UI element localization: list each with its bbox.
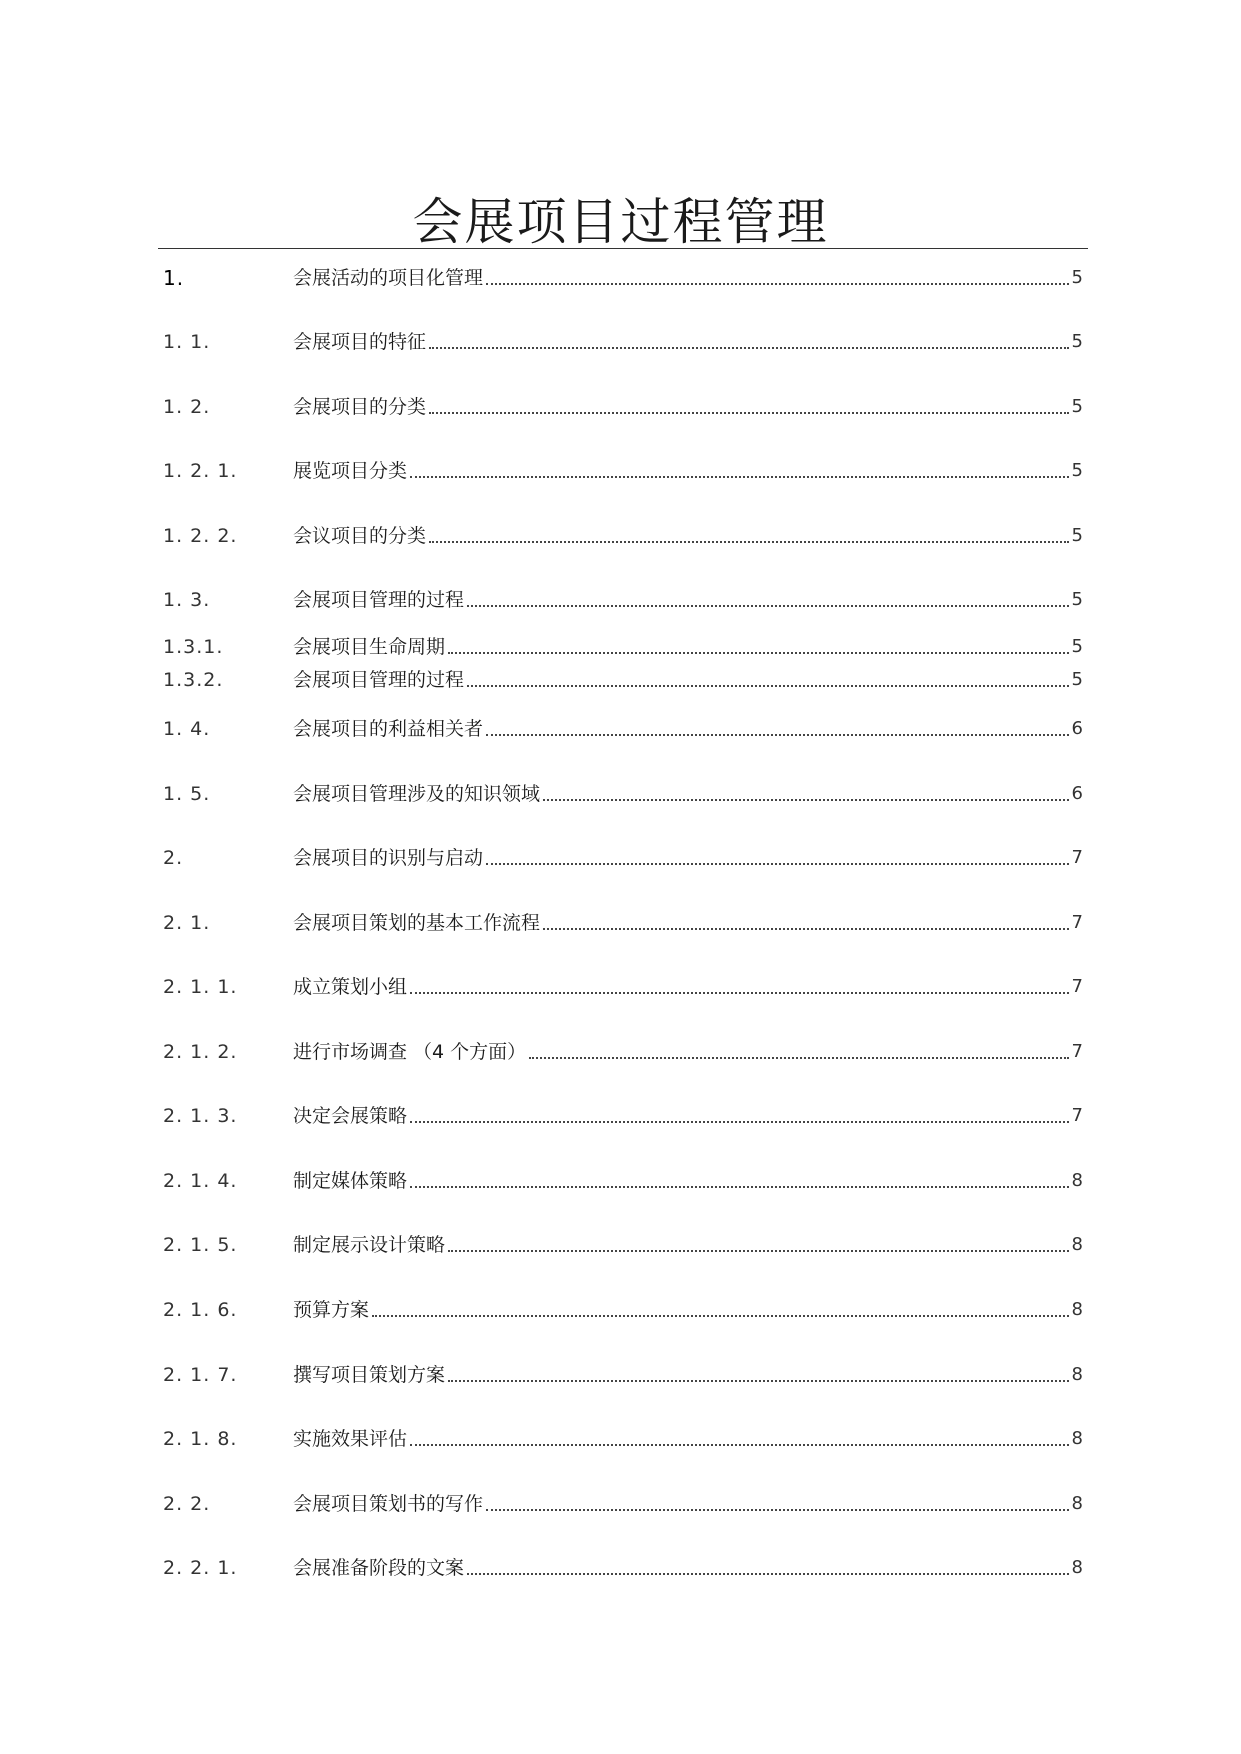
toc-number: 1. 5. bbox=[163, 783, 211, 805]
toc-title: 会展准备阶段的文案 bbox=[293, 1557, 465, 1579]
toc-entry[interactable] bbox=[163, 392, 1083, 420]
toc-entry[interactable] bbox=[163, 1424, 1083, 1452]
toc-title: 会展项目管理涉及的知识领域 bbox=[293, 783, 541, 805]
toc-dot-leader bbox=[486, 283, 1069, 285]
toc-entry[interactable] bbox=[163, 779, 1083, 807]
toc-number: 1.3.2. bbox=[163, 669, 224, 691]
toc-dot-leader bbox=[410, 992, 1069, 994]
toc-entry[interactable] bbox=[163, 1101, 1083, 1129]
toc-number: 1. 4. bbox=[163, 718, 211, 740]
toc-dot-leader bbox=[372, 1315, 1069, 1317]
toc-title: 会展项目策划的基本工作流程 bbox=[293, 912, 541, 934]
toc-page-number: 5 bbox=[1071, 636, 1083, 657]
toc-title: 撰写项目策划方案 bbox=[293, 1364, 446, 1386]
toc-entry[interactable] bbox=[163, 1166, 1083, 1194]
toc-number: 2. 2. 1. bbox=[163, 1557, 238, 1579]
toc-page-number: 8 bbox=[1071, 1428, 1083, 1449]
toc-page-number: 8 bbox=[1071, 1493, 1083, 1514]
toc-entry[interactable] bbox=[163, 1489, 1083, 1517]
toc-title: 决定会展策略 bbox=[293, 1105, 408, 1127]
toc-entry[interactable] bbox=[163, 263, 1083, 291]
toc-entry[interactable] bbox=[163, 456, 1083, 484]
toc-dot-leader bbox=[486, 734, 1069, 736]
toc-number: 1. bbox=[163, 266, 185, 290]
toc-title: 进行市场调查 （4 个方面） bbox=[293, 1041, 527, 1063]
toc-number: 2. 2. bbox=[163, 1493, 211, 1515]
toc-dot-leader bbox=[486, 863, 1069, 865]
toc-entry[interactable] bbox=[163, 908, 1083, 936]
toc-page-number: 7 bbox=[1071, 912, 1083, 933]
toc-dot-leader bbox=[429, 412, 1069, 414]
toc-entry[interactable] bbox=[163, 1360, 1083, 1388]
toc-dot-leader bbox=[543, 928, 1069, 930]
toc-number: 1. 2. bbox=[163, 396, 211, 418]
toc-title: 实施效果评估 bbox=[293, 1428, 408, 1450]
toc-number: 2. 1. 4. bbox=[163, 1170, 238, 1192]
toc-entry[interactable] bbox=[163, 714, 1083, 742]
toc-dot-leader bbox=[448, 652, 1069, 654]
toc-number: 2. 1. 2. bbox=[163, 1041, 238, 1063]
toc-title: 会展项目生命周期 bbox=[293, 636, 446, 658]
toc-title: 成立策划小组 bbox=[293, 976, 408, 998]
toc-entry[interactable] bbox=[163, 585, 1083, 613]
toc-entry[interactable] bbox=[163, 1553, 1083, 1581]
toc-dot-leader bbox=[410, 1444, 1069, 1446]
toc-number: 1. 3. bbox=[163, 589, 211, 611]
toc-entry[interactable] bbox=[163, 327, 1083, 355]
toc-title: 会展项目管理的过程 bbox=[293, 669, 465, 691]
toc-title: 制定媒体策略 bbox=[293, 1170, 408, 1192]
toc-number: 2. 1. 8. bbox=[163, 1428, 238, 1450]
toc-number: 2. 1. 1. bbox=[163, 976, 238, 998]
toc-number: 2. bbox=[163, 847, 184, 869]
toc-dot-leader bbox=[448, 1380, 1069, 1382]
toc-title: 会议项目的分类 bbox=[293, 525, 427, 547]
toc-number: 1. 2. 1. bbox=[163, 460, 238, 482]
toc-dot-leader bbox=[543, 799, 1069, 801]
toc-page-number: 7 bbox=[1071, 1105, 1083, 1126]
toc-dot-leader bbox=[467, 605, 1069, 607]
toc-page-number: 7 bbox=[1071, 847, 1083, 868]
toc-entry[interactable] bbox=[163, 1037, 1083, 1065]
toc-page-number: 8 bbox=[1071, 1170, 1083, 1191]
toc-dot-leader bbox=[486, 1509, 1069, 1511]
toc-entry[interactable] bbox=[163, 1295, 1083, 1323]
toc-title: 会展项目的利益相关者 bbox=[293, 718, 484, 740]
toc-page-number: 6 bbox=[1071, 783, 1083, 804]
toc-title: 预算方案 bbox=[293, 1299, 370, 1321]
toc-number: 1.3.1. bbox=[163, 636, 224, 658]
toc-dot-leader bbox=[410, 1186, 1069, 1188]
toc-page-number: 5 bbox=[1071, 396, 1083, 417]
toc-dot-leader bbox=[410, 1121, 1069, 1123]
toc-number: 1. 1. bbox=[163, 331, 211, 353]
toc-dot-leader bbox=[448, 1250, 1069, 1252]
toc-entry[interactable] bbox=[163, 521, 1083, 549]
toc-number: 2. 1. 3. bbox=[163, 1105, 238, 1127]
toc-dot-leader bbox=[467, 1573, 1069, 1575]
toc-page-number: 8 bbox=[1071, 1234, 1083, 1255]
toc-entry[interactable] bbox=[163, 843, 1083, 871]
toc-number: 2. 1. bbox=[163, 912, 211, 934]
toc-page-number: 5 bbox=[1071, 669, 1083, 690]
toc-dot-leader bbox=[429, 541, 1069, 543]
toc-number: 1. 2. 2. bbox=[163, 525, 238, 547]
toc-page-number: 5 bbox=[1071, 589, 1083, 610]
toc-page-number: 7 bbox=[1071, 1041, 1083, 1062]
toc-title: 会展项目管理的过程 bbox=[293, 589, 465, 611]
toc-title: 会展项目的特征 bbox=[293, 331, 427, 353]
toc-dot-leader bbox=[529, 1057, 1068, 1059]
toc-title: 会展项目策划书的写作 bbox=[293, 1493, 484, 1515]
toc-title: 展览项目分类 bbox=[293, 460, 408, 482]
toc-entry[interactable] bbox=[163, 665, 1083, 693]
toc-page-number: 5 bbox=[1071, 460, 1083, 481]
toc-page-number: 8 bbox=[1071, 1364, 1083, 1385]
toc-number: 2. 1. 5. bbox=[163, 1234, 238, 1256]
toc-entry[interactable] bbox=[163, 972, 1083, 1000]
toc-title: 会展项目的分类 bbox=[293, 396, 427, 418]
toc-page-number: 6 bbox=[1071, 718, 1083, 739]
toc-dot-leader bbox=[429, 347, 1069, 349]
toc-number: 2. 1. 6. bbox=[163, 1299, 238, 1321]
toc-dot-leader bbox=[467, 685, 1069, 687]
toc-page-number: 5 bbox=[1071, 267, 1083, 288]
document-title: 会展项目过程管理 bbox=[412, 192, 829, 251]
toc-title: 制定展示设计策略 bbox=[293, 1234, 446, 1256]
toc-page-number: 8 bbox=[1071, 1299, 1083, 1320]
toc-entry[interactable] bbox=[163, 1230, 1083, 1258]
toc-title: 会展项目的识别与启动 bbox=[293, 847, 484, 869]
toc-page-number: 5 bbox=[1071, 525, 1083, 546]
toc-title: 会展活动的项目化管理 bbox=[293, 267, 484, 289]
toc-number: 2. 1. 7. bbox=[163, 1364, 238, 1386]
toc-entry[interactable] bbox=[163, 632, 1083, 660]
toc-page-number: 8 bbox=[1071, 1557, 1083, 1578]
toc-page-number: 5 bbox=[1071, 331, 1083, 352]
toc-page-number: 7 bbox=[1071, 976, 1083, 997]
toc-dot-leader bbox=[410, 476, 1069, 478]
